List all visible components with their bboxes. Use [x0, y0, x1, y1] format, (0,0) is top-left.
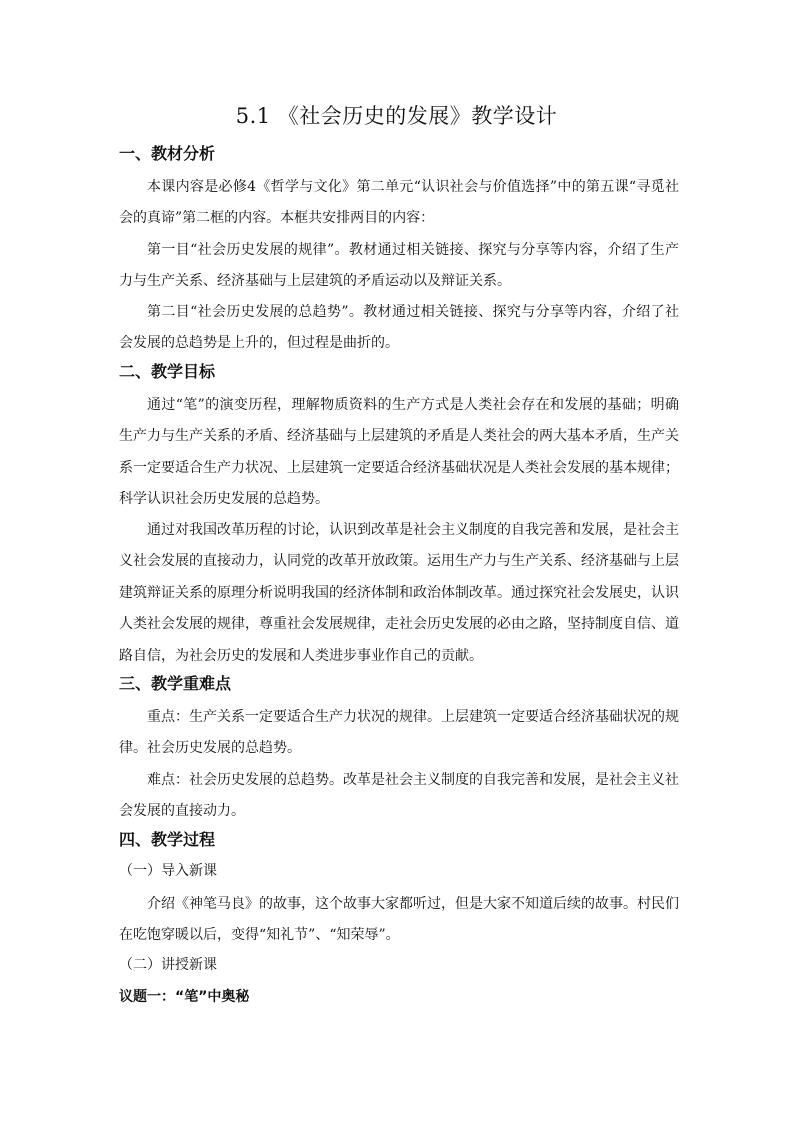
paragraph: 通过对我国改革历程的讨论，认识到改革是社会主义制度的自我完善和发展，是社会主义社会发展的直接动力，认同党的改革开放政策。运用生产力与生产关系、经济基础与上层建筑辩证关系的原理分析说明我国的经济体制和政治体制改革。通过探究社会发展史，认识人类社会发展的规律，尊重社会发展规律，走社会历史发展的必由之路，坚持制度自信、道路自信，为社会历史的发展和人类进步事业作自己的贡献。 — [119, 522, 679, 664]
paragraph: 本课内容是必修4《哲学与文化》第二单元“认识社会与价值选择”中的第五课“寻觅社会的真谛”第二框的内容。本框共安排两目的内容： — [119, 179, 679, 227]
subsection-heading-new-lesson: （二）讲授新课 — [119, 957, 217, 973]
section-heading-textbook-analysis: 一、教材分析 — [119, 144, 216, 163]
section-heading-teaching-goals: 二、教学目标 — [119, 362, 216, 381]
topic-heading: 议题一：“笔”中奥秘 — [119, 989, 250, 1005]
paragraph: 重点：生产关系一定要适合生产力状况的规律。上层建筑一定要适合经济基础状况的规律。社会历史发展的总趋势。 — [119, 709, 679, 757]
section-heading-key-points: 三、教学重难点 — [119, 674, 232, 693]
paragraph: 第一目“社会历史发展的规律”。教材通过相关链接、探究与分享等内容，介绍了生产力与生产关系、经济基础与上层建筑的矛盾运动以及辩证关系。 — [119, 242, 679, 290]
paragraph: 难点：社会历史发展的总趋势。改革是社会主义制度的自我完善和发展，是社会主义社会发展的直接动力。 — [119, 772, 679, 820]
subsection-heading-intro: （一）导入新课 — [119, 863, 217, 879]
document-title: 5.1 《社会历史的发展》教学设计 — [235, 104, 558, 128]
section-heading-teaching-process: 四、教学过程 — [119, 830, 216, 849]
paragraph: 介绍《神笔马良》的故事，这个故事大家都听过，但是大家不知道后续的故事。村民们在吃饱穿暖以后，变得“知礼节”、“知荣辱”。 — [119, 896, 679, 944]
paragraph: 通过“笔”的演变历程，理解物质资料的生产方式是人类社会存在和发展的基础；明确生产力与生产关系的矛盾、经济基础与上层建筑的矛盾是人类社会的两大基本矛盾，生产关系一定要适合生产力状况、上层建筑一定要适合经济基础状况是人类社会发展的基本规律；科学认识社会历史发展的总趋势。 — [119, 397, 679, 508]
paragraph: 第二目“社会历史发展的总趋势”。教材通过相关链接、探究与分享等内容，介绍了社会发展的总趋势是上升的，但过程是曲折的。 — [119, 304, 679, 352]
